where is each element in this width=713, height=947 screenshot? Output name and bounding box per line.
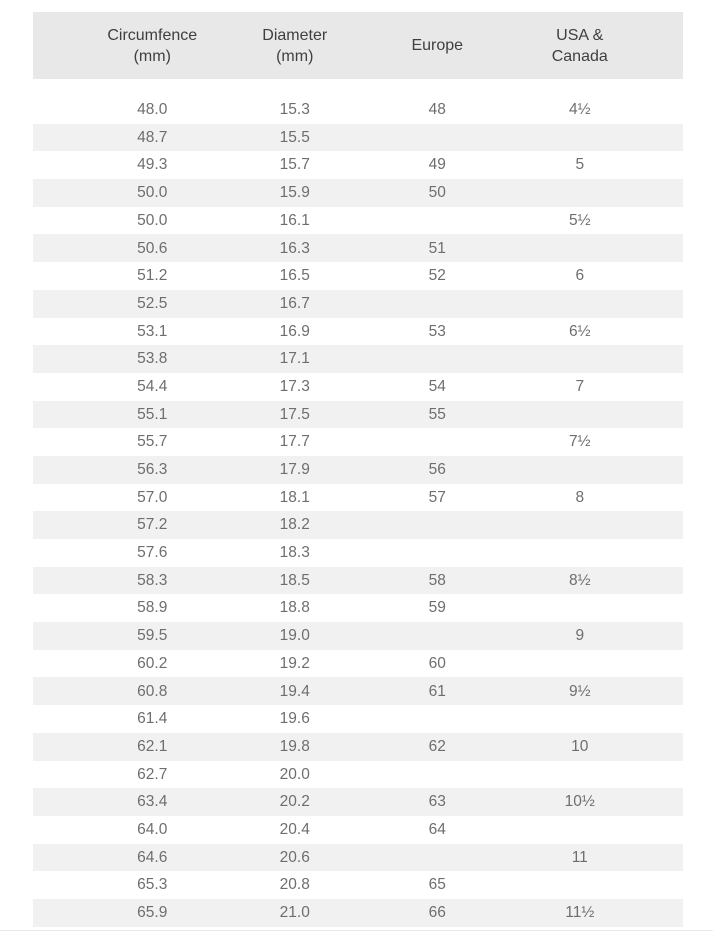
cell-usa-canada: 9½ bbox=[568, 682, 591, 700]
table-header-row bbox=[33, 12, 683, 79]
cell-europe: 48 bbox=[428, 101, 446, 119]
cell-europe: 66 bbox=[428, 904, 446, 922]
cell-diameter-mm: 15.5 bbox=[279, 128, 310, 146]
cell-europe: 61 bbox=[428, 682, 446, 700]
cell-europe: 62 bbox=[428, 737, 446, 755]
cell-diameter-mm: 20.4 bbox=[279, 820, 310, 838]
cell-circumference-mm: 50.0 bbox=[137, 184, 168, 202]
table-row bbox=[33, 262, 683, 290]
table-row bbox=[33, 428, 683, 456]
cell-europe: 57 bbox=[428, 488, 446, 506]
cell-diameter-mm: 18.2 bbox=[279, 516, 310, 534]
column-header-usa-canada bbox=[509, 25, 652, 67]
table-row bbox=[33, 151, 683, 179]
cell-diameter-mm: 18.3 bbox=[279, 544, 310, 562]
cell-diameter-mm: 16.7 bbox=[279, 294, 310, 312]
table-row bbox=[33, 124, 683, 152]
cell-europe: 51 bbox=[428, 239, 446, 257]
cell-usa-canada: 11 bbox=[571, 848, 588, 866]
column-header-diameter-line2: (mm) bbox=[276, 47, 314, 65]
column-header-circumference bbox=[81, 25, 224, 67]
cell-europe: 56 bbox=[428, 461, 446, 479]
cell-diameter-mm: 19.2 bbox=[279, 654, 310, 672]
cell-usa-canada: 5 bbox=[575, 156, 585, 174]
cell-diameter-mm: 20.8 bbox=[279, 876, 310, 894]
table-row bbox=[33, 234, 683, 262]
cell-diameter-mm: 16.3 bbox=[279, 239, 310, 257]
table-row bbox=[33, 179, 683, 207]
cell-circumference-mm: 58.9 bbox=[137, 599, 168, 617]
table-row bbox=[33, 650, 683, 678]
cell-usa-canada: 9 bbox=[575, 627, 585, 645]
table-row bbox=[33, 844, 683, 872]
cell-usa-canada: 6 bbox=[575, 267, 585, 285]
cell-circumference-mm: 48.0 bbox=[137, 101, 168, 119]
cell-usa-canada: 8½ bbox=[568, 571, 591, 589]
column-header-europe bbox=[366, 35, 509, 56]
table-row bbox=[33, 456, 683, 484]
cell-circumference-mm: 53.1 bbox=[137, 322, 168, 340]
cell-europe: 64 bbox=[428, 820, 446, 838]
cell-europe: 55 bbox=[428, 405, 446, 423]
table-body bbox=[33, 96, 683, 927]
cell-circumference-mm: 60.8 bbox=[137, 682, 168, 700]
cell-circumference-mm: 50.6 bbox=[137, 239, 168, 257]
table-row bbox=[33, 705, 683, 733]
column-header-circumference-line1: Circumfence bbox=[107, 26, 198, 44]
cell-diameter-mm: 15.7 bbox=[279, 156, 310, 174]
table-row bbox=[33, 318, 683, 346]
cell-circumference-mm: 48.7 bbox=[137, 128, 168, 146]
cell-diameter-mm: 17.5 bbox=[279, 405, 310, 423]
cell-usa-canada: 6½ bbox=[568, 322, 591, 340]
cell-circumference-mm: 56.3 bbox=[137, 461, 168, 479]
cell-circumference-mm: 63.4 bbox=[137, 793, 168, 811]
table-row bbox=[33, 373, 683, 401]
cell-circumference-mm: 57.6 bbox=[137, 544, 168, 562]
cell-circumference-mm: 57.2 bbox=[137, 516, 168, 534]
cell-diameter-mm: 20.0 bbox=[279, 765, 310, 783]
column-header-europe-line1: Europe bbox=[411, 37, 464, 54]
cell-circumference-mm: 55.7 bbox=[137, 433, 168, 451]
cell-diameter-mm: 15.3 bbox=[279, 101, 310, 119]
cell-usa-canada: 8 bbox=[575, 488, 585, 506]
cell-diameter-mm: 19.6 bbox=[279, 710, 310, 728]
table-row bbox=[33, 401, 683, 429]
table-row bbox=[33, 761, 683, 789]
table-row bbox=[33, 567, 683, 595]
cell-circumference-mm: 52.5 bbox=[137, 294, 168, 312]
cell-diameter-mm: 17.9 bbox=[279, 461, 310, 479]
cell-europe: 54 bbox=[428, 377, 446, 395]
column-header-usa-canada-line2: Canada bbox=[551, 47, 608, 65]
cell-europe: 60 bbox=[428, 654, 446, 672]
cell-usa-canada: 7 bbox=[575, 377, 585, 395]
cell-diameter-mm: 17.3 bbox=[279, 377, 310, 395]
column-header-usa-canada-line1: USA & bbox=[556, 26, 604, 44]
table-row bbox=[33, 871, 683, 899]
cell-diameter-mm: 19.8 bbox=[279, 737, 310, 755]
cell-circumference-mm: 60.2 bbox=[137, 654, 168, 672]
cell-circumference-mm: 51.2 bbox=[137, 267, 168, 285]
cell-europe: 52 bbox=[428, 267, 446, 285]
cell-circumference-mm: 65.9 bbox=[137, 904, 168, 922]
cell-circumference-mm: 64.0 bbox=[137, 820, 168, 838]
cell-circumference-mm: 62.1 bbox=[137, 737, 168, 755]
cell-circumference-mm: 58.3 bbox=[137, 571, 168, 589]
table-row bbox=[33, 290, 683, 318]
cell-circumference-mm: 49.3 bbox=[137, 156, 168, 174]
table-row bbox=[33, 733, 683, 761]
column-header-diameter-line1: Diameter bbox=[262, 26, 328, 44]
cell-usa-canada: 10 bbox=[571, 737, 589, 755]
cell-circumference-mm: 57.0 bbox=[137, 488, 168, 506]
ring-size-table bbox=[33, 12, 683, 927]
cell-usa-canada: 10½ bbox=[564, 793, 595, 811]
cell-diameter-mm: 18.1 bbox=[279, 488, 310, 506]
table-row bbox=[33, 511, 683, 539]
cell-europe: 49 bbox=[428, 156, 446, 174]
bottom-divider bbox=[0, 930, 713, 931]
table-row bbox=[33, 345, 683, 373]
table-row bbox=[33, 816, 683, 844]
cell-diameter-mm: 20.6 bbox=[279, 848, 310, 866]
cell-diameter-mm: 19.4 bbox=[279, 682, 310, 700]
table-row bbox=[33, 96, 683, 124]
cell-usa-canada: 4½ bbox=[568, 101, 591, 119]
cell-diameter-mm: 17.1 bbox=[279, 350, 310, 368]
cell-europe: 65 bbox=[428, 876, 446, 894]
column-header-circumference-line2: (mm) bbox=[133, 47, 171, 65]
cell-diameter-mm: 18.5 bbox=[279, 571, 310, 589]
cell-circumference-mm: 53.8 bbox=[137, 350, 168, 368]
cell-europe: 59 bbox=[428, 599, 446, 617]
cell-diameter-mm: 18.8 bbox=[279, 599, 310, 617]
cell-circumference-mm: 61.4 bbox=[137, 710, 168, 728]
table-row bbox=[33, 539, 683, 567]
cell-usa-canada: 11½ bbox=[565, 904, 595, 922]
cell-diameter-mm: 16.5 bbox=[279, 267, 310, 285]
column-header-diameter bbox=[224, 25, 367, 67]
cell-circumference-mm: 62.7 bbox=[137, 765, 168, 783]
cell-europe: 63 bbox=[428, 793, 446, 811]
cell-circumference-mm: 55.1 bbox=[137, 405, 168, 423]
table-row bbox=[33, 622, 683, 650]
table-row bbox=[33, 207, 683, 235]
table-row bbox=[33, 899, 683, 927]
cell-europe: 58 bbox=[428, 571, 446, 589]
cell-circumference-mm: 59.5 bbox=[137, 627, 168, 645]
table-row bbox=[33, 484, 683, 512]
cell-diameter-mm: 16.1 bbox=[279, 211, 310, 229]
table-row bbox=[33, 677, 683, 705]
cell-usa-canada: 5½ bbox=[568, 211, 591, 229]
table-row bbox=[33, 594, 683, 622]
cell-diameter-mm: 17.7 bbox=[279, 433, 310, 451]
table-row bbox=[33, 788, 683, 816]
cell-circumference-mm: 65.3 bbox=[137, 876, 168, 894]
cell-diameter-mm: 15.9 bbox=[279, 184, 310, 202]
cell-europe: 50 bbox=[428, 184, 446, 202]
cell-usa-canada: 7½ bbox=[568, 433, 591, 451]
cell-circumference-mm: 50.0 bbox=[137, 211, 168, 229]
cell-diameter-mm: 21.0 bbox=[279, 904, 310, 922]
cell-diameter-mm: 20.2 bbox=[279, 793, 310, 811]
cell-diameter-mm: 19.0 bbox=[279, 627, 310, 645]
cell-circumference-mm: 54.4 bbox=[137, 377, 168, 395]
cell-europe: 53 bbox=[428, 322, 446, 340]
cell-diameter-mm: 16.9 bbox=[279, 322, 310, 340]
cell-circumference-mm: 64.6 bbox=[137, 848, 168, 866]
